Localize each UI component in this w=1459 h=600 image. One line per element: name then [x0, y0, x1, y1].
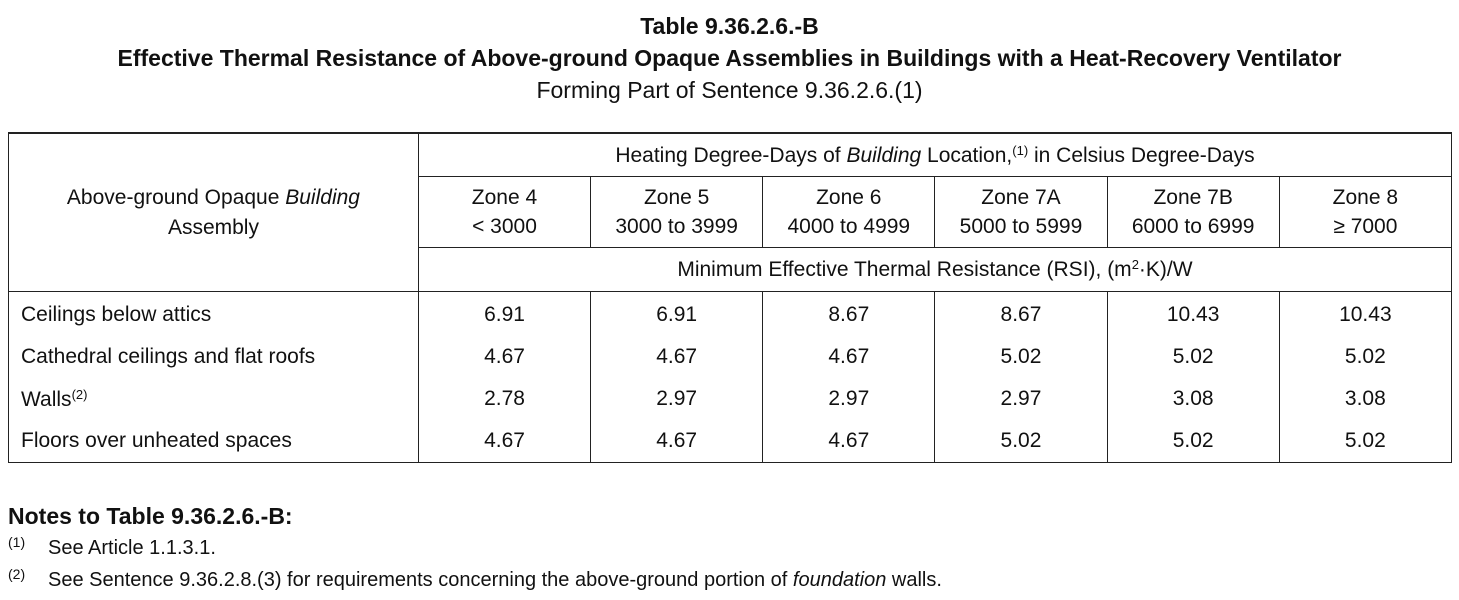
row-label: Ceilings below attics	[9, 292, 419, 337]
table-cell: 6.91	[591, 292, 763, 337]
table-notes	[8, 500, 942, 596]
notes-title: Notes to Table 9.36.2.6.-B:	[8, 503, 293, 529]
table-cell: 10.43	[1107, 292, 1279, 337]
table-subtitle: Effective Thermal Resistance of Above-ground Opaque Assemblies in Buildings with a Heat-Recovery Ventilator	[117, 45, 1342, 71]
table-cell: 8.67	[935, 292, 1107, 337]
note-item	[8, 564, 942, 596]
table-cell: 5.02	[1107, 420, 1279, 463]
table-header	[0, 0, 1459, 106]
table-row	[9, 336, 1452, 378]
table-cell: 2.97	[935, 378, 1107, 420]
table-row	[9, 420, 1452, 463]
table-cell: 4.67	[763, 336, 935, 378]
thermal-resistance-table	[8, 132, 1452, 463]
row-label: Floors over unheated spaces	[9, 420, 419, 463]
zone-header: Zone 6 4000 to 4999	[763, 177, 935, 248]
table-cell: 5.02	[935, 336, 1107, 378]
zone-header: Zone 7A 5000 to 5999	[935, 177, 1107, 248]
forming-part-line: Forming Part of Sentence 9.36.2.6.(1)	[536, 77, 923, 103]
table-row	[9, 292, 1452, 337]
table-cell: 4.67	[418, 420, 590, 463]
table-cell: 4.67	[763, 420, 935, 463]
table-cell: 4.67	[418, 336, 590, 378]
table-cell: 2.97	[591, 378, 763, 420]
note-number: (1)	[8, 534, 26, 550]
note-ref: (1)	[1012, 142, 1029, 158]
table-cell: 5.02	[1279, 336, 1451, 378]
table-cell: 6.91	[418, 292, 590, 337]
zone-header: Zone 5 3000 to 3999	[591, 177, 763, 248]
hdd-header: Heating Degree-Days of Building Location,$^{(1)}$ in Celsius Degree-Days	[418, 133, 1451, 177]
table-row	[9, 378, 1452, 420]
table-cell: 3.08	[1107, 378, 1279, 420]
row-label: Walls$^{(2)}$	[9, 378, 419, 420]
note-text: See Sentence 9.36.2.8.(3) for requirements concerning the above-ground portion of foundation walls.	[48, 569, 942, 591]
table-cell: 10.43	[1279, 292, 1451, 337]
table-cell: 3.08	[1279, 378, 1451, 420]
table-cell: 4.67	[591, 336, 763, 378]
row-label: Cathedral ceilings and flat roofs	[9, 336, 419, 378]
table-cell: 8.67	[763, 292, 935, 337]
note-item	[8, 532, 942, 564]
table-cell: 2.78	[418, 378, 590, 420]
table-cell: 5.02	[1107, 336, 1279, 378]
note-text: See Article 1.1.3.1.	[48, 537, 216, 559]
zone-header: Zone 4 < 3000	[418, 177, 590, 248]
table-cell: 2.97	[763, 378, 935, 420]
min-rsi-header: Minimum Effective Thermal Resistance (RSI), $(m^2\cdot K)/W$	[418, 248, 1451, 292]
table-cell: 5.02	[1279, 420, 1451, 463]
zone-header: Zone 7B 6000 to 6999	[1107, 177, 1279, 248]
note-number: (2)	[8, 566, 26, 582]
note-ref: (2)	[71, 386, 88, 402]
zone-header: Zone 8 ≥ 7000	[1279, 177, 1451, 248]
assembly-header: Above-ground Opaque Building Assembly	[9, 133, 419, 292]
table-cell: 4.67	[591, 420, 763, 463]
table-cell: 5.02	[935, 420, 1107, 463]
table-title: Table 9.36.2.6.-B	[640, 13, 819, 39]
